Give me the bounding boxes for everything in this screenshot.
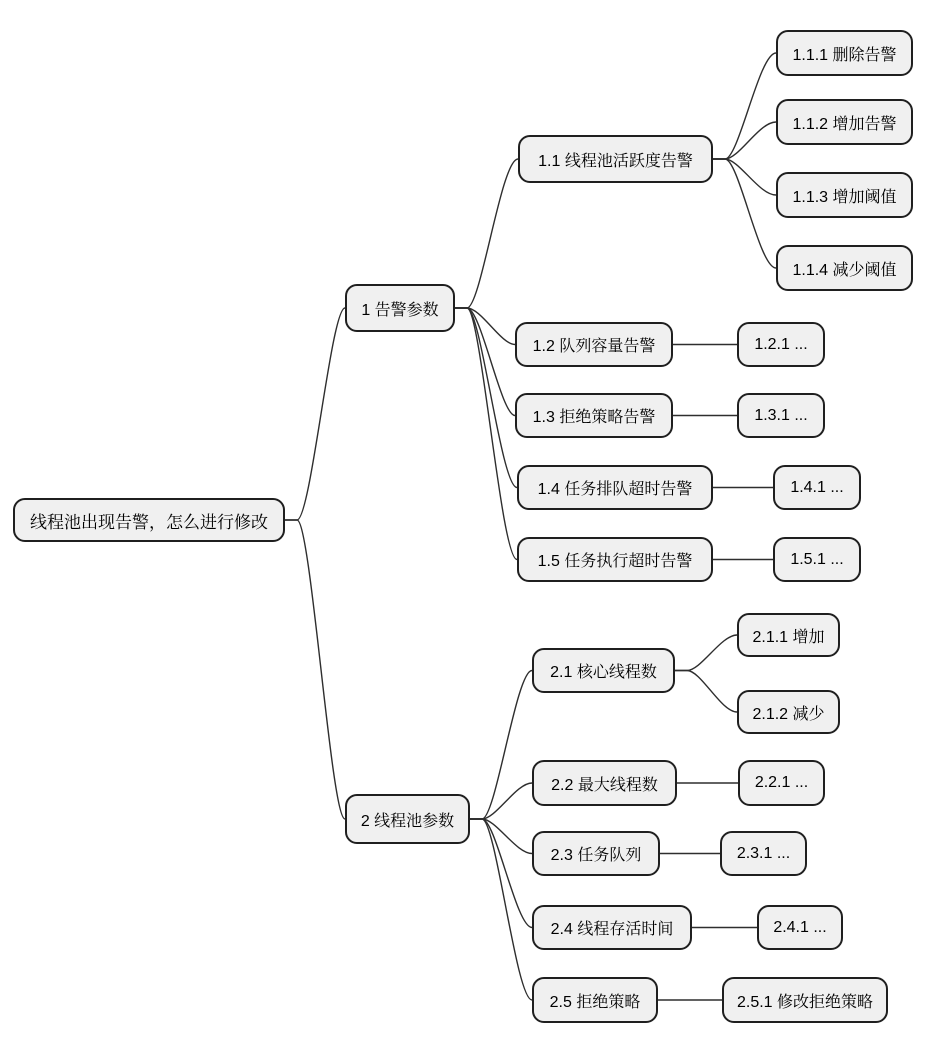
mindmap-node-2-3[interactable]: 2.3 任务队列 <box>532 831 660 876</box>
mindmap-node-1-2[interactable]: 1.2 队列容量告警 <box>515 322 673 367</box>
mindmap-node-1-1-3[interactable]: 1.1.3 增加阈值 <box>776 172 913 218</box>
mindmap-node-1-3-1[interactable]: 1.3.1 ... <box>737 393 825 438</box>
mindmap-node-2-1-2[interactable]: 2.1.2 减少 <box>737 690 840 734</box>
mindmap-node-2-4-1[interactable]: 2.4.1 ... <box>757 905 843 950</box>
mindmap-node-1-4[interactable]: 1.4 任务排队超时告警 <box>517 465 713 510</box>
mindmap-node-2-3-1[interactable]: 2.3.1 ... <box>720 831 807 876</box>
mindmap-node-2-5[interactable]: 2.5 拒绝策略 <box>532 977 658 1023</box>
mindmap-node-1-1-2[interactable]: 1.1.2 增加告警 <box>776 99 913 145</box>
mindmap-node-1[interactable]: 1 告警参数 <box>345 284 455 332</box>
mindmap-node-1-5[interactable]: 1.5 任务执行超时告警 <box>517 537 713 582</box>
mindmap-node-1-1-4[interactable]: 1.1.4 减少阈值 <box>776 245 913 291</box>
mindmap-node-2[interactable]: 2 线程池参数 <box>345 794 470 844</box>
mindmap-node-2-2-1[interactable]: 2.2.1 ... <box>738 760 825 806</box>
mindmap-node-1-1-1[interactable]: 1.1.1 删除告警 <box>776 30 913 76</box>
mindmap-node-2-1-1[interactable]: 2.1.1 增加 <box>737 613 840 657</box>
mindmap-node-root[interactable]: 线程池出现告警，怎么进行修改 <box>13 498 285 542</box>
mindmap-node-1-2-1[interactable]: 1.2.1 ... <box>737 322 825 367</box>
mindmap-node-1-1[interactable]: 1.1 线程池活跃度告警 <box>518 135 713 183</box>
mindmap-node-1-5-1[interactable]: 1.5.1 ... <box>773 537 861 582</box>
mindmap-node-1-3[interactable]: 1.3 拒绝策略告警 <box>515 393 673 438</box>
mindmap-node-2-1[interactable]: 2.1 核心线程数 <box>532 648 675 693</box>
mindmap-node-1-4-1[interactable]: 1.4.1 ... <box>773 465 861 510</box>
mindmap-node-2-4[interactable]: 2.4 线程存活时间 <box>532 905 692 950</box>
mindmap-node-2-2[interactable]: 2.2 最大线程数 <box>532 760 677 806</box>
mindmap-node-2-5-1[interactable]: 2.5.1 修改拒绝策略 <box>722 977 888 1023</box>
